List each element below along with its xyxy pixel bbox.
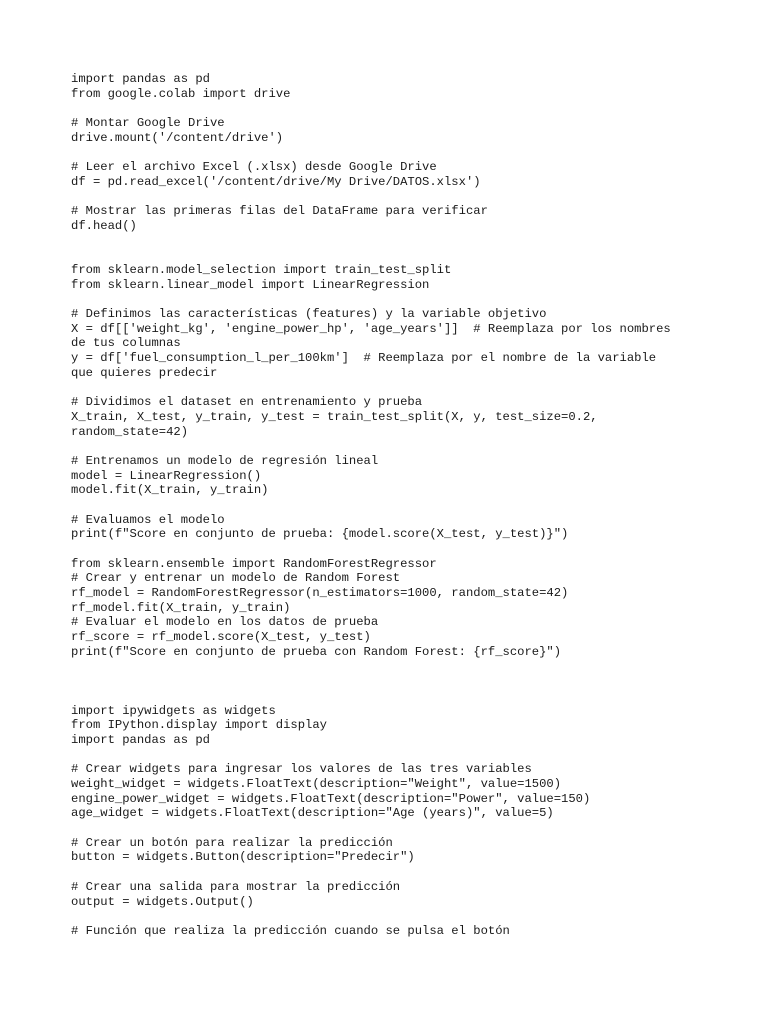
- code-line: # Crear una salida para mostrar la predicción: [71, 879, 401, 894]
- code-line: from IPython.display import display: [71, 718, 327, 733]
- code-line: rf_score = rf_model.score(X_test, y_test): [71, 630, 371, 645]
- code-line: rf_model = RandomForestRegressor(n_estimators=1000, random_state=42): [71, 586, 569, 601]
- code-line: # Montar Google Drive: [71, 116, 225, 131]
- code-line: # Crear widgets para ingresar los valores de las tres variables: [71, 762, 532, 777]
- code-line: [71, 748, 731, 763]
- code-line: model.fit(X_train, y_train): [71, 483, 269, 498]
- code-line: [71, 145, 731, 160]
- code-line: [71, 909, 731, 924]
- code-line: drive.mount('/content/drive'): [71, 130, 284, 145]
- code-line: # Crear y entrenar un modelo de Random Forest: [71, 571, 401, 586]
- code-line: from google.colab import drive: [71, 86, 291, 101]
- code-line: [71, 674, 731, 689]
- code-line: # Evaluar el modelo en los datos de prueba: [71, 615, 379, 630]
- code-document: [71, 72, 731, 939]
- code-line: [71, 865, 731, 880]
- code-line: [71, 821, 731, 836]
- code-line: [71, 248, 731, 263]
- code-line: que quieres predecir: [71, 365, 218, 380]
- code-line: [71, 101, 731, 116]
- code-line: button = widgets.Button(description="Predecir"): [71, 850, 415, 865]
- code-line: [71, 689, 731, 704]
- code-line: [71, 380, 731, 395]
- code-line: # Función que realiza la predicción cuando se pulsa el botón: [71, 923, 510, 938]
- code-line: print(f"Score en conjunto de prueba con Random Forest: {rf_score}"): [71, 644, 562, 659]
- code-line: df.head(): [71, 218, 137, 233]
- code-line: # Evaluamos el modelo: [71, 512, 225, 527]
- code-line: X_train, X_test, y_train, y_test = train_test_split(X, y, test_size=0.2,: [71, 409, 598, 424]
- code-line: [71, 660, 731, 675]
- code-line: age_widget = widgets.FloatText(description="Age (years)", value=5): [71, 806, 554, 821]
- code-line: df = pd.read_excel('/content/drive/My Drive/DATOS.xlsx'): [71, 174, 481, 189]
- code-line: from sklearn.model_selection import train_test_split: [71, 262, 452, 277]
- code-line: import ipywidgets as widgets: [71, 703, 276, 718]
- code-line: [71, 292, 731, 307]
- code-line: engine_power_widget = widgets.FloatText(description="Power", value=150): [71, 791, 591, 806]
- code-line: output = widgets.Output(): [71, 894, 254, 909]
- code-line: # Dividimos el dataset en entrenamiento y prueba: [71, 395, 423, 410]
- code-line: from sklearn.linear_model import LinearRegression: [71, 277, 430, 292]
- code-line: # Entrenamos un modelo de regresión lineal: [71, 453, 379, 468]
- code-line: random_state=42): [71, 424, 189, 439]
- code-line: from sklearn.ensemble import RandomForestRegressor: [71, 556, 437, 571]
- code-line: # Definimos las características (features) y la variable objetivo: [71, 307, 547, 321]
- code-line: # Leer el archivo Excel (.xlsx) desde Google Drive: [71, 160, 437, 175]
- code-line: rf_model.fit(X_train, y_train): [71, 600, 291, 615]
- code-line: [71, 190, 731, 205]
- code-line: model = LinearRegression(): [71, 468, 262, 483]
- code-line: import pandas as pd: [71, 72, 210, 86]
- code-line: [71, 542, 731, 557]
- code-line: import pandas as pd: [71, 732, 210, 747]
- code-line: # Mostrar las primeras filas del DataFrame para verificar: [71, 204, 488, 219]
- code-line: de tus columnas: [71, 336, 181, 351]
- code-line: X = df[['weight_kg', 'engine_power_hp', 'age_years']] # Reemplaza por los nombres: [71, 321, 671, 336]
- code-line: [71, 439, 731, 454]
- code-line: [71, 234, 731, 249]
- code-line: y = df['fuel_consumption_l_per_100km'] # Reemplaza por el nombre de la variable: [71, 351, 657, 366]
- code-line: print(f"Score en conjunto de prueba: {model.score(X_test, y_test)}"): [71, 527, 569, 542]
- code-line: weight_widget = widgets.FloatText(description="Weight", value=1500): [71, 777, 562, 791]
- code-line: [71, 498, 731, 513]
- code-line: # Crear un botón para realizar la predicción: [71, 835, 393, 850]
